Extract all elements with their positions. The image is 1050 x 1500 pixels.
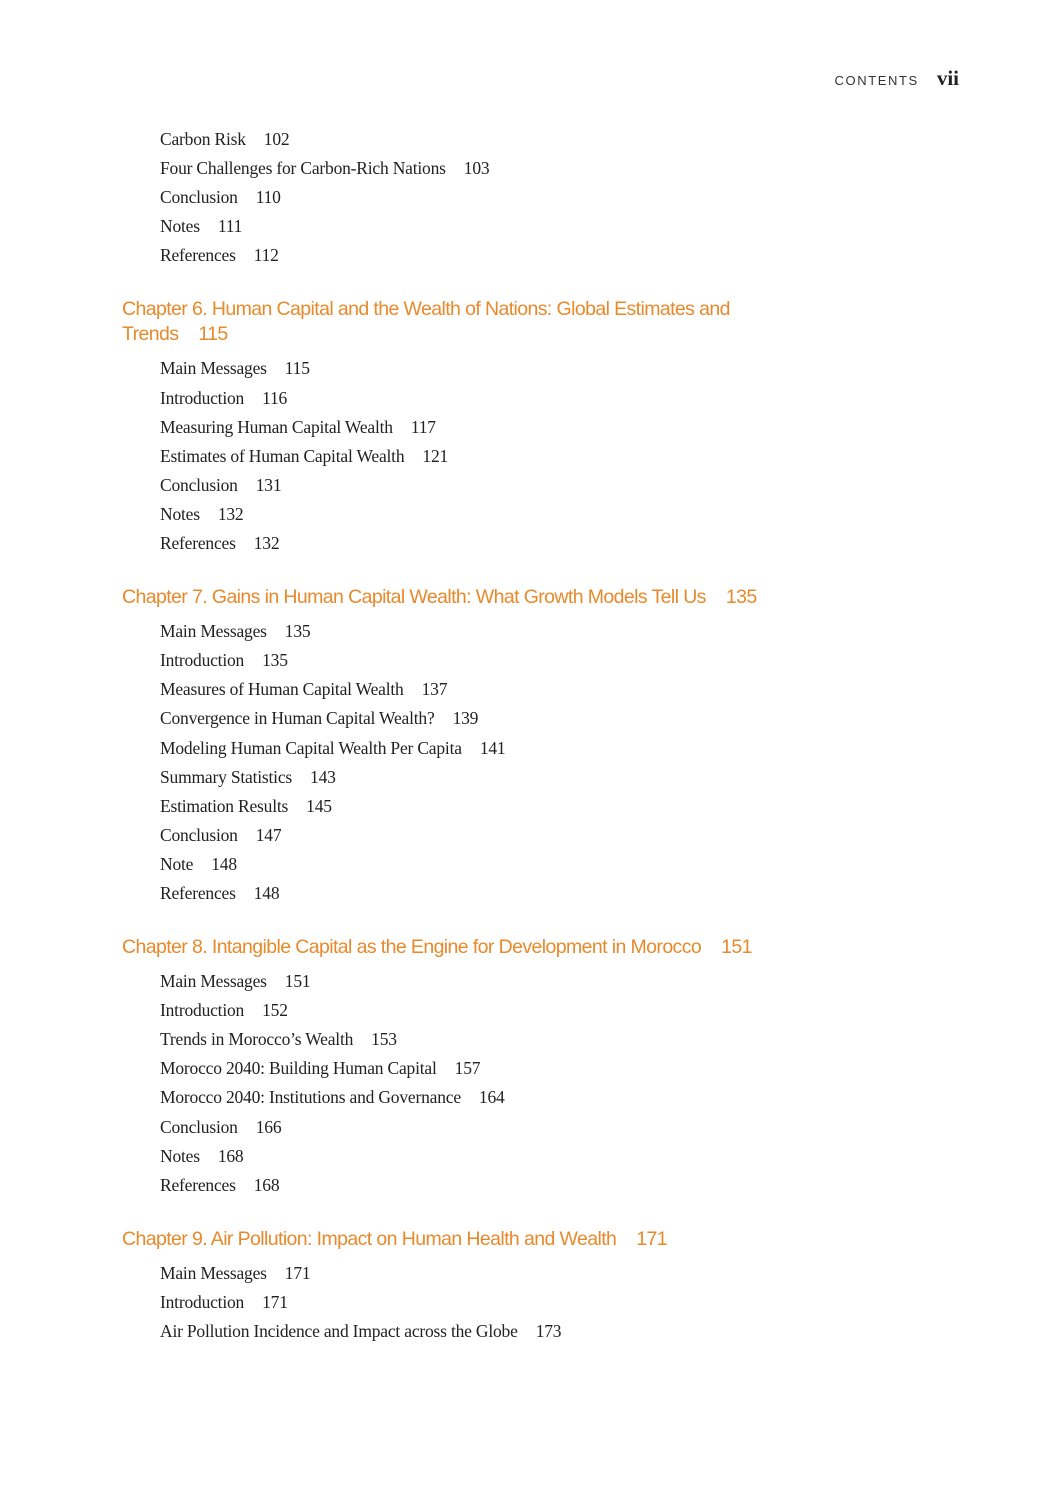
toc-entry[interactable] bbox=[160, 1259, 1050, 1288]
chapter-6-section bbox=[0, 297, 1050, 558]
toc-entry-title: Main Messages bbox=[160, 1262, 267, 1283]
running-head bbox=[835, 66, 959, 91]
toc-entry-page: 135 bbox=[262, 650, 288, 671]
running-head-section: CONTENTS bbox=[834, 73, 919, 88]
toc-entry[interactable] bbox=[160, 154, 1050, 183]
toc-entry-page: 157 bbox=[454, 1058, 481, 1079]
page-number: vii bbox=[936, 66, 959, 90]
toc-entry-title: Estimates of Human Capital Wealth bbox=[160, 445, 405, 466]
toc-entry-page: 153 bbox=[371, 1029, 397, 1050]
table-of-contents bbox=[0, 125, 1050, 1346]
chapter-7-section bbox=[0, 585, 1050, 908]
toc-entry-title: References bbox=[160, 533, 236, 554]
toc-entry-page: 148 bbox=[253, 882, 280, 903]
toc-entry[interactable] bbox=[160, 1288, 1050, 1317]
toc-entry-page: 116 bbox=[262, 387, 288, 408]
toc-entry[interactable] bbox=[160, 1142, 1050, 1171]
toc-entry-title: Modeling Human Capital Wealth Per Capita bbox=[160, 737, 462, 758]
chapter-9-section bbox=[0, 1227, 1050, 1346]
toc-entry-title: Notes bbox=[160, 216, 200, 237]
toc-entry[interactable] bbox=[160, 1171, 1050, 1200]
toc-entry-title: References bbox=[160, 1174, 236, 1195]
toc-entry-title: Convergence in Human Capital Wealth? bbox=[160, 708, 435, 729]
toc-entry-title: Conclusion bbox=[160, 1116, 238, 1137]
toc-entry-page: 147 bbox=[255, 824, 282, 845]
toc-entry-page: 115 bbox=[284, 358, 310, 379]
toc-entry-page: 168 bbox=[253, 1174, 280, 1195]
chapter-page: 135 bbox=[725, 586, 757, 609]
toc-entry-page: 117 bbox=[410, 416, 436, 437]
toc-entry-page: 112 bbox=[253, 245, 279, 266]
toc-entry-page: 132 bbox=[217, 503, 244, 524]
toc-entry-page: 111 bbox=[217, 216, 243, 237]
toc-entry[interactable] bbox=[160, 792, 1050, 821]
chapter-title: Chapter 6. Human Capital and the Wealth of Nations: Global Estimates and Trends bbox=[122, 298, 730, 346]
toc-entry[interactable] bbox=[160, 646, 1050, 675]
chapter-title: Chapter 8. Intangible Capital as the Engine for Development in Morocco bbox=[122, 936, 702, 959]
toc-entry[interactable] bbox=[160, 442, 1050, 471]
toc-entry-title: Main Messages bbox=[160, 971, 267, 992]
chapter-title: Chapter 9. Air Pollution: Impact on Human Health and Wealth bbox=[122, 1227, 617, 1250]
toc-entry-title: Morocco 2040: Building Human Capital bbox=[160, 1058, 437, 1079]
toc-entry-title: Notes bbox=[160, 503, 200, 524]
toc-entry-title: Measuring Human Capital Wealth bbox=[160, 416, 393, 437]
toc-entry[interactable] bbox=[160, 1054, 1050, 1083]
toc-entry[interactable] bbox=[160, 704, 1050, 733]
toc-entry-page: 110 bbox=[255, 187, 281, 208]
toc-entry[interactable] bbox=[160, 471, 1050, 500]
toc-entry-page: 173 bbox=[535, 1321, 562, 1341]
toc-entry[interactable] bbox=[160, 850, 1050, 879]
toc-entry-title: Introduction bbox=[160, 387, 245, 408]
chapter-page: 171 bbox=[636, 1227, 668, 1250]
toc-entry[interactable] bbox=[160, 1317, 1050, 1346]
chapter-title: Chapter 7. Gains in Human Capital Wealth: What Growth Models Tell Us bbox=[122, 586, 706, 609]
toc-entry-title: Summary Statistics bbox=[160, 766, 293, 787]
toc-entry-page: 143 bbox=[310, 766, 336, 787]
toc-entry-title: Air Pollution Incidence and Impact across the Globe bbox=[160, 1321, 518, 1341]
toc-entry-page: 152 bbox=[262, 1000, 288, 1021]
toc-entry[interactable] bbox=[160, 183, 1050, 212]
toc-entry[interactable] bbox=[160, 384, 1050, 413]
toc-entry-title: Estimation Results bbox=[160, 795, 289, 816]
toc-entry[interactable] bbox=[160, 617, 1050, 646]
intro-entries bbox=[0, 125, 1050, 270]
toc-entry[interactable] bbox=[160, 879, 1050, 908]
toc-entry-title: Carbon Risk bbox=[160, 129, 246, 149]
toc-entry[interactable] bbox=[160, 1025, 1050, 1054]
toc-entry[interactable] bbox=[160, 967, 1050, 996]
toc-entry-title: Four Challenges for Carbon-Rich Nations bbox=[160, 158, 446, 179]
toc-entry-page: 102 bbox=[263, 129, 290, 149]
toc-entry-title: Note bbox=[160, 853, 194, 874]
toc-entry-title: Trends in Morocco’s Wealth bbox=[160, 1029, 354, 1050]
toc-entry[interactable] bbox=[160, 1113, 1050, 1142]
toc-entry-page: 132 bbox=[253, 533, 280, 554]
toc-entry-page: 141 bbox=[479, 737, 506, 758]
toc-entry[interactable] bbox=[160, 241, 1050, 270]
toc-entry-title: Introduction bbox=[160, 1000, 245, 1021]
chapter-page: 115 bbox=[198, 323, 228, 346]
toc-entry[interactable] bbox=[160, 1083, 1050, 1112]
toc-entry[interactable] bbox=[160, 675, 1050, 704]
toc-entry-page: 145 bbox=[306, 795, 332, 816]
toc-entry-page: 151 bbox=[284, 971, 311, 992]
toc-entry[interactable] bbox=[160, 500, 1050, 529]
toc-entry-title: Introduction bbox=[160, 1291, 245, 1312]
toc-entry-title: Main Messages bbox=[160, 358, 267, 379]
toc-entry[interactable] bbox=[160, 413, 1050, 442]
toc-entry-title: Conclusion bbox=[160, 187, 238, 208]
toc-entry-page: 168 bbox=[217, 1145, 244, 1166]
toc-entry-page: 131 bbox=[255, 474, 282, 495]
toc-entry-page: 137 bbox=[421, 679, 448, 700]
toc-entry-page: 148 bbox=[211, 853, 237, 874]
toc-entry-page: 139 bbox=[452, 708, 479, 729]
toc-entry[interactable] bbox=[160, 996, 1050, 1025]
toc-entry-page: 103 bbox=[463, 158, 490, 179]
toc-entry[interactable] bbox=[160, 763, 1050, 792]
chapter-8-section bbox=[0, 935, 1050, 1200]
toc-entry-page: 164 bbox=[478, 1087, 505, 1108]
chapter-page: 151 bbox=[721, 936, 752, 959]
toc-entry[interactable] bbox=[160, 529, 1050, 558]
chapter-7-heading[interactable] bbox=[122, 585, 762, 610]
toc-entry-title: Measures of Human Capital Wealth bbox=[160, 679, 404, 700]
toc-entry-title: Conclusion bbox=[160, 824, 238, 845]
toc-entry-page: 135 bbox=[284, 621, 311, 642]
toc-entry-title: Morocco 2040: Institutions and Governance bbox=[160, 1087, 461, 1108]
toc-entry-title: Introduction bbox=[160, 650, 245, 671]
toc-entry-page: 166 bbox=[255, 1116, 282, 1137]
chapter-9-heading[interactable] bbox=[122, 1227, 762, 1252]
toc-entry-title: References bbox=[160, 245, 236, 266]
chapter-8-heading[interactable] bbox=[122, 935, 762, 960]
toc-entry[interactable] bbox=[160, 354, 1050, 383]
toc-entry-page: 171 bbox=[262, 1291, 288, 1312]
toc-entry-page: 171 bbox=[284, 1262, 311, 1283]
toc-entry[interactable] bbox=[160, 734, 1050, 763]
toc-entry[interactable] bbox=[160, 212, 1050, 241]
toc-entry-title: Conclusion bbox=[160, 474, 238, 495]
toc-entry[interactable] bbox=[160, 125, 1050, 154]
toc-entry-title: Notes bbox=[160, 1145, 200, 1166]
toc-entry-title: Main Messages bbox=[160, 621, 267, 642]
chapter-6-heading[interactable] bbox=[122, 297, 762, 347]
toc-entry-title: References bbox=[160, 882, 236, 903]
toc-entry-page: 121 bbox=[422, 445, 449, 466]
toc-entry[interactable] bbox=[160, 821, 1050, 850]
